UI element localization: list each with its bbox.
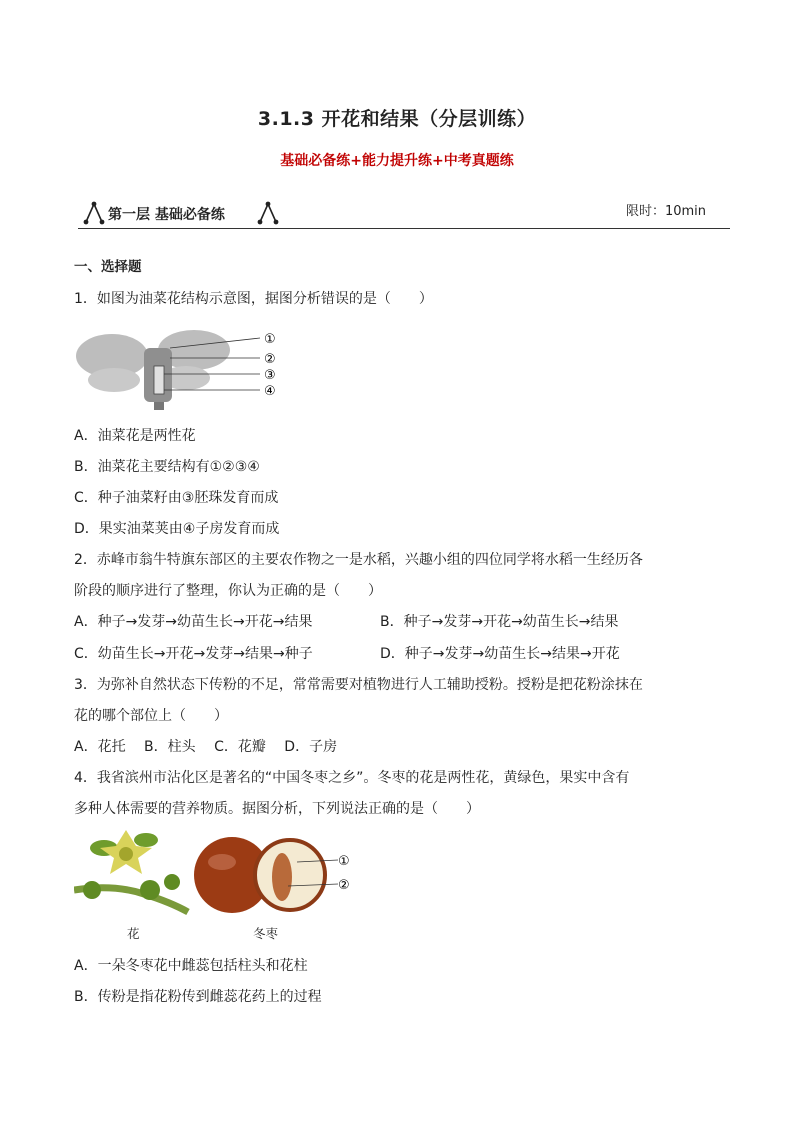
page-subtitle: 基础必备练+能力提升练+中考真题练 [280,153,514,169]
option: B．油菜花主要结构有①②③④ [74,459,260,475]
section-heading: 一、选择题 [74,259,142,275]
question-2-stem: 2．赤峰市翁牛特旗东部区的主要农作物之一是水稻，兴趣小组的四位同学将水稻一生经历各 [74,552,643,568]
question-2-stem-cont: 阶段的顺序进行了整理，你认为正确的是（ ） [74,583,382,599]
option: B．传粉是指花粉传到雌蕊花药上的过程 [74,989,322,1005]
figure-label: ④ [264,384,276,399]
option: A．油菜花是两性花 [74,428,196,444]
option: D．果实油菜荚由④子房发育而成 [74,521,280,537]
option-row: A．花托 B．柱头 C．花瓣 D．子房 [74,739,338,755]
figure-caption: 冬枣 [253,926,279,941]
decoration-icon [256,200,280,226]
figure-caption: 花 [127,926,140,941]
layer-header [78,198,730,229]
figure-label: ③ [264,368,276,383]
figure-label: ① [338,854,350,869]
option: A．一朵冬枣花中雌蕊包括柱头和花柱 [74,958,308,974]
figure-label: ① [264,332,276,347]
question-4-stem: 4．我省滨州市沾化区是著名的“中国冬枣之乡”。冬枣的花是两性花，黄绿色，果实中含有 [74,770,630,786]
jujube-fruit-photo [192,832,354,918]
option: D．种子→发芽→幼苗生长→结果→开花 [380,646,620,662]
figure-label: ② [264,352,276,367]
figure-label: ② [338,878,350,893]
rape-flower-figure [74,326,289,410]
question-4-stem-cont: 多种人体需要的营养物质。据图分析，下列说法正确的是（ ） [74,801,480,817]
question-3-stem: 3．为弥补自然状态下传粉的不足，常常需要对植物进行人工辅助授粉。授粉是把花粉涂抹在 [74,677,643,693]
question-1-stem: 1．如图为油菜花结构示意图，据图分析错误的是（ ） [74,291,433,307]
jujube-flower-photo [74,828,192,920]
question-3-stem-cont: 花的哪个部位上（ ） [74,708,228,724]
page-title: 3.1.3 开花和结果（分层训练） [257,108,537,130]
time-limit: 限时：10min [625,204,706,219]
layer-title: 第一层 基础必备练 [108,207,225,223]
option: C．种子油菜籽由③胚珠发育而成 [74,490,279,506]
option: A．种子→发芽→幼苗生长→开花→结果 [74,614,313,630]
option: B．种子→发芽→开花→幼苗生长→结果 [380,614,619,630]
decoration-icon [82,200,106,226]
option: C．幼苗生长→开花→发芽→结果→种子 [74,646,313,662]
